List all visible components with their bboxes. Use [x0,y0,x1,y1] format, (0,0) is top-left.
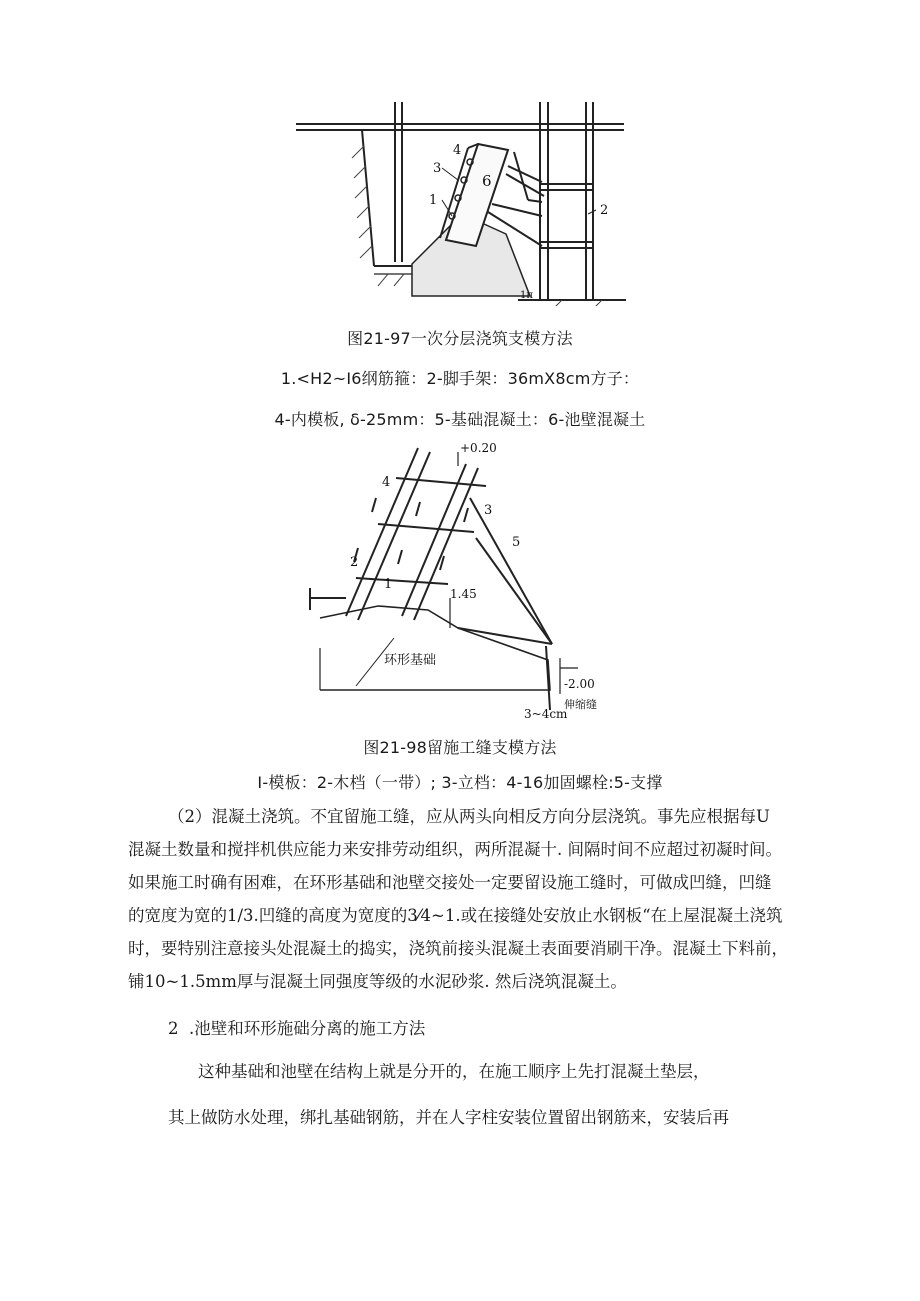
paragraph-2-line-2: 其上做防水处理，绑扎基础钢筋，并在人字柱安装位置留出钢筋来，安装后再 [168,1108,729,1127]
fig2-dim-top: +0.20 [460,441,497,455]
fig1-callout-4: 4 [453,143,462,158]
fig2-dim-bottom: -2.00 [564,677,595,691]
paragraph-1-line-2: 混凝土数量和搅拌机供应能力来安排劳动组织，两所混凝十. 间隔时间不应超过初凝时间。 [128,840,782,859]
fig2-callout-4: 4 [382,475,391,490]
fig2-callout-3: 3 [484,503,493,518]
fig1-callout-3: 3 [433,161,442,176]
fig2-callout-5: 5 [512,535,521,550]
figure-1-formwork-drawing [292,96,632,306]
fig2-label-expansion-joint: 伸缩缝 [564,698,597,711]
figure-1-legend-line-2: 4-内模板, δ-25mm：5-基础混凝土：6-池壁混凝土 [274,410,646,429]
paragraph-1-line-1: （2）混凝土浇筑。不宜留施工缝，应从两头向相反方向分层浇筑。事先应根据每U [168,807,770,826]
figure-1-caption: 图21-97一次分层浇筑支模方法 [347,329,573,348]
figure-2-legend: I-模板：2-木档（一带）; 3-立档：4-16加固螺栓:5-支撑 [257,773,663,792]
fig2-dim-mid: 1.45 [450,587,477,601]
fig1-callout-1: 1 [429,193,438,208]
figure-2-caption: 图21-98留施工缝支模方法 [363,738,557,757]
section-heading-2: 2 .池壁和环形施础分离的施工方法 [168,1019,426,1038]
figure-2-construction-joint-drawing [298,438,618,723]
fig1-callout-2: 2 [600,203,609,218]
paragraph-1-line-5: 时，要特别注意接头处混凝土的捣实，浇筑前接头混凝土表面要消刷干净。混凝土下料前， [128,939,788,958]
fig1-callout-1pi: 1π [520,290,533,301]
paragraph-1-line-3: 如果施工时确有困难，在环形基础和池壁交接处一定要留设施工缝时，可做成凹缝，凹缝 [128,873,772,892]
fig2-callout-1: 1 [384,577,393,592]
paragraph-1-line-4: 的宽度为宽的1/3.凹缝的高度为宽度的3⁄4~1.或在接缝处安放止水钢板“在上屋混凝土浇筑 [128,906,783,925]
figure-1-legend-line-1: 1.<H2~I6纲筋箍：2-脚手架：36mX8cm方子： [280,369,640,388]
fig2-label-foundation: 环形基础 [384,653,437,668]
fig1-callout-6: 6 [482,172,492,190]
fig2-callout-2: 2 [350,555,359,570]
paragraph-2-line-1: 这种基础和池壁在结构上就是分开的，在施工顺序上先打混凝土垫层， [198,1062,710,1081]
paragraph-1-line-6: 铺10~1.5mm厚与混凝土同强度等级的水泥砂浆. 然后浇筑混凝土。 [128,972,627,991]
fig2-dim-gap: 3~4cm [524,707,568,721]
